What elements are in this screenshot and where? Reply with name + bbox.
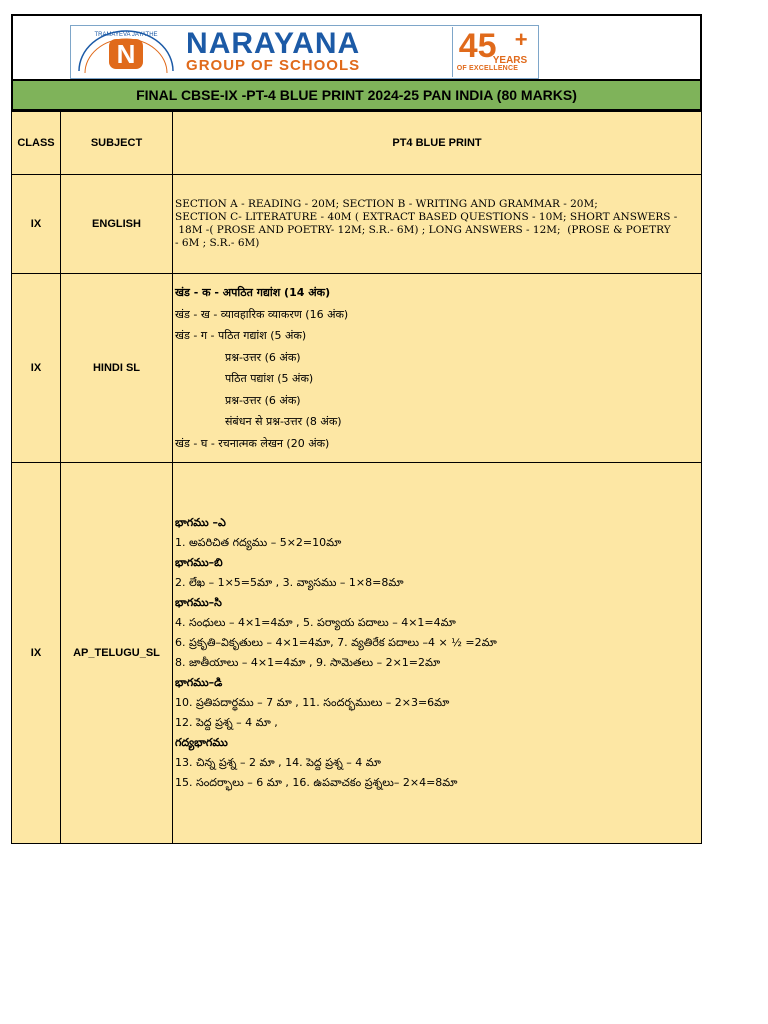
brand-name: NARAYANA bbox=[186, 27, 361, 60]
blueprint-line: భాగము–సి bbox=[175, 596, 222, 609]
blueprint-line: 4. సంధులు – 4×1=4మా , 5. పర్యాయ పదాలు – 4×1=4మా bbox=[175, 616, 456, 629]
table-row-english bbox=[12, 175, 702, 274]
blueprint-line: 6. ప్రకృతి–వికృతులు – 4×1=4మా, 7. వ్యతిరేక పదాలు –4 × ½ =2మా bbox=[175, 636, 497, 649]
header-class: CLASS bbox=[12, 112, 61, 175]
blueprint-line: SECTION C- LITERATURE - 40M ( EXTRACT BASED QUESTIONS - 10M; SHORT ANSWERS - bbox=[175, 211, 678, 223]
blueprint-line: प्रश्न-उत्तर (6 अंक) bbox=[225, 393, 301, 407]
blueprint-line: संबंधन से प्रश्न-उत्तर (8 अंक) bbox=[225, 415, 342, 428]
blueprint-line: భాగము–డి bbox=[175, 676, 223, 689]
blueprint-line: 18M -( PROSE AND POETRY- 12M; S.R.- 6M) ; LONG ANSWERS - 12M; (PROSE & POETRY bbox=[175, 224, 671, 236]
header-blueprint: PT4 BLUE PRINT bbox=[173, 112, 702, 175]
blueprint-line: 1. అపరిచిత గద్యము – 5×2=10మా bbox=[175, 536, 342, 549]
class-cell: IX bbox=[12, 463, 61, 844]
subject-cell: HINDI SL bbox=[61, 274, 173, 463]
badge-plus: + bbox=[514, 27, 528, 52]
subject-cell: AP_TELUGU_SL bbox=[61, 463, 173, 844]
blueprint-line: 13. చిన్న ప్రశ్న – 2 మా , 14. పెద్ద ప్రశ్న – 4 మా bbox=[175, 756, 381, 769]
subject-cell: ENGLISH bbox=[61, 175, 173, 274]
blueprint-line: భాగము–బి bbox=[175, 556, 223, 569]
blueprint-line: खंड - ग - पठित गद्यांश (5 अंक) bbox=[175, 329, 307, 342]
logo-header bbox=[11, 14, 702, 79]
emblem-logo bbox=[71, 27, 180, 77]
blueprint-line: खंड - ख - व्यावहारिक व्याकरण (16 अंक) bbox=[175, 307, 349, 321]
school-logo bbox=[70, 25, 539, 79]
blueprint-line: खंड - घ - रचनात्मक लेखन (20 अंक) bbox=[175, 436, 330, 450]
blueprint-line: 10. ప్రతిపదార్థము – 7 మా , 11. సందర్భములు – 2×3=6మా bbox=[175, 696, 450, 709]
table-header-row bbox=[12, 112, 702, 175]
anniversary-badge bbox=[452, 27, 538, 77]
badge-excellence: OF EXCELLENCE bbox=[456, 65, 519, 72]
class-cell: IX bbox=[12, 175, 61, 274]
blueprint-line: प्रश्न-उत्तर (6 अंक) bbox=[225, 350, 301, 364]
document-title: FINAL CBSE-IX -PT-4 BLUE PRINT 2024-25 PAN INDIA (80 MARKS) bbox=[11, 79, 702, 111]
blueprint-cell bbox=[173, 274, 702, 463]
badge-years: YEARS bbox=[492, 55, 528, 66]
blueprint-line: 8. జాతీయాలు – 4×1=4మా , 9. సామెతలు – 2×1=2మా bbox=[175, 656, 441, 669]
brand-subtitle: GROUP OF SCHOOLS bbox=[186, 57, 361, 74]
blueprint-line: पठित पद्यांश (5 अंक) bbox=[225, 372, 314, 385]
header-subject: SUBJECT bbox=[61, 112, 173, 175]
table-row-telugu bbox=[12, 463, 702, 844]
blueprint-line: 2. లేఖ – 1×5=5మా , 3. వ్యాసము – 1×8=8మా bbox=[175, 576, 404, 589]
blueprint-line: 12. పెద్ద ప్రశ్న – 4 మా , bbox=[175, 716, 278, 729]
badge-number: 45 bbox=[458, 27, 497, 65]
emblem-motto: TRAMAYEVA JAYATHE bbox=[94, 32, 158, 38]
blueprint-cell bbox=[173, 463, 702, 844]
blueprint-line: 15. సందర్భాలు – 6 మా , 16. ఉపవాచకం ప్రశ్నలు– 2×4=8మా bbox=[175, 776, 458, 789]
blueprint-line: खंड - क - अपठित गद्यांश (14 अंक) bbox=[175, 286, 331, 299]
blueprint-cell bbox=[173, 175, 702, 274]
blueprint-line: గద్యభాగము bbox=[175, 736, 228, 749]
table-row-hindi bbox=[12, 274, 702, 463]
brand-text bbox=[180, 27, 452, 74]
blueprint-table bbox=[11, 111, 702, 844]
blueprint-line: భాగము –ఎ bbox=[175, 516, 226, 529]
blueprint-line: SECTION A - READING - 20M; SECTION B - WRITING AND GRAMMAR - 20M; bbox=[175, 198, 598, 210]
blueprint-line: - 6M ; S.R.- 6M) bbox=[175, 237, 260, 249]
emblem-letter: N bbox=[116, 39, 136, 69]
blueprint-sheet bbox=[11, 14, 702, 844]
class-cell: IX bbox=[12, 274, 61, 463]
